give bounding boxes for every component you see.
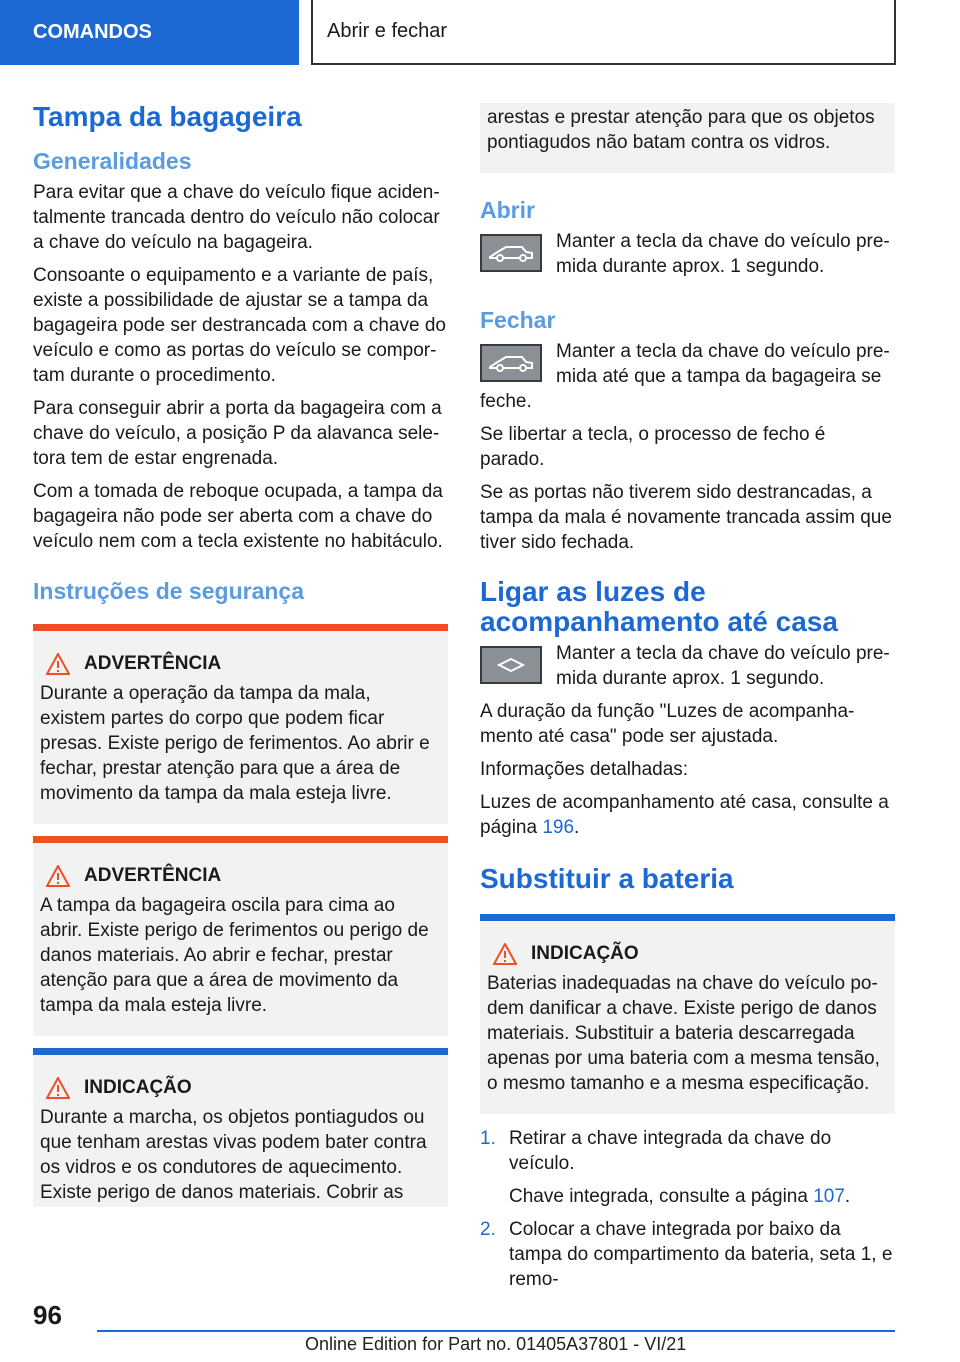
- page-link-107[interactable]: 107: [813, 1186, 845, 1207]
- step-subtext: Chave integrada, consulte a página 107.: [509, 1186, 851, 1207]
- paragraph: Se as portas não tiverem sido destrancadas, a tampa da mala é novamente trancada assim que tiver sido fechada.: [480, 482, 892, 553]
- notice-box: [480, 914, 895, 1114]
- section-title-lights: Ligar as luzes de acompanhamento até casa: [480, 576, 838, 637]
- chapter-label: Abrir e fechar: [327, 20, 448, 42]
- paragraph: Consoante o equipamento e a variante de país, existe a possibilidade de ajustar se a tampa da bagageira pode ser destrancada com a chave do veículo e como as portas do veículo se compor‐tam durante o procedimento.: [33, 265, 446, 386]
- heading-general: Generalidades: [33, 148, 192, 174]
- warning-title: ADVERTÊNCIA: [40, 865, 441, 887]
- footer-divider: [97, 1330, 895, 1332]
- trunk-key-button-icon: [480, 344, 542, 382]
- notice-text: Durante a marcha, os objetos pontiagudos ou que tenham arestas vivas podem bater contra os vidros e os condutores de aquecimento. Existe perigo de danos materiais. Cobrir as: [40, 1107, 427, 1203]
- lights-instruction: Manter a tecla da chave do veículo pre‐mida durante aprox. 1 segundo.: [556, 643, 890, 689]
- trunk-key-button-icon: [480, 234, 542, 272]
- list-item: [480, 1126, 895, 1209]
- paragraph: Informações detalhadas:: [480, 759, 689, 780]
- notice-text: arestas e prestar atenção para que os objetos pontiagudos não batam contra os vidros.: [487, 107, 875, 153]
- paragraph: Se libertar a tecla, o processo de fecho é parado.: [480, 424, 826, 470]
- warning-triangle-icon: [46, 865, 70, 887]
- notice-title: INDICAÇÃO: [487, 943, 888, 965]
- warning-box: [33, 624, 448, 824]
- step-text: Retirar a chave integrada da chave do veículo.: [509, 1128, 832, 1174]
- right-column: [480, 103, 895, 1300]
- warning-text: Durante a operação da tampa da mala, existem partes do corpo que podem ficar presas. Existe perigo de ferimentos. Ao abrir e fechar, prestar atenção para que a área de movimento da tampa da mala esteja livre.: [40, 683, 430, 804]
- warning-box: [33, 836, 448, 1036]
- paragraph: Para conseguir abrir a porta da bagageira com a chave do veículo, a posição P da alavanca sele‐tora tem de estar engrenada.: [33, 398, 442, 469]
- steps-list: [480, 1126, 895, 1292]
- warning-triangle-icon: [493, 943, 517, 965]
- key-instruction: [480, 229, 895, 279]
- paragraph: A duração da função "Luzes de acompanha‐mento até casa" pode ser ajustada.: [480, 701, 855, 747]
- step-text: Colocar a chave integrada por baixo da tampa do compartimento da bateria, seta 1, e remo‐: [509, 1219, 893, 1290]
- warning-title: ADVERTÊNCIA: [40, 653, 441, 675]
- page-number: 96: [33, 1300, 62, 1330]
- paragraph: Luzes de acompanhamento até casa, consulte a página 196.: [480, 792, 889, 838]
- key-instruction: [480, 339, 895, 389]
- warning-triangle-icon: [46, 1077, 70, 1099]
- left-column: [33, 100, 448, 1219]
- paragraph: Para evitar que a chave do veículo fique aciden‐talmente trancada dentro do veículo não colocar a chave do veículo na bagageira.: [33, 182, 440, 253]
- notice-text: Baterias inadequadas na chave do veículo po‐dem danificar a chave. Existe perigo de danos materiais. Substituir a bateria descarregada apenas por uma bateria com a mesma tensão, o mesmo tamanho e a mesma especificação.: [487, 973, 880, 1094]
- list-item: [480, 1217, 895, 1292]
- step-number: 2.: [480, 1219, 496, 1240]
- close-instruction: Manter a tecla da chave do veículo pre‐mida até que a tampa da bagageira se: [556, 341, 890, 387]
- notice-box: [33, 1048, 448, 1207]
- chapter-tab: [311, 0, 896, 65]
- section-label: COMANDOS: [33, 21, 152, 43]
- section-title-trunk-lid: Tampa da bagageira: [33, 101, 302, 132]
- heading-safety: Instruções de segurança: [33, 578, 304, 604]
- key-instruction: [480, 641, 895, 691]
- heading-open: Abrir: [480, 197, 535, 223]
- section-tab: [0, 0, 299, 65]
- heading-close: Fechar: [480, 307, 556, 333]
- lights-key-button-icon: [480, 646, 542, 684]
- step-number: 1.: [480, 1128, 496, 1149]
- open-instruction: Manter a tecla da chave do veículo pre‐mida durante aprox. 1 segundo.: [556, 231, 890, 277]
- page-link-196[interactable]: 196: [542, 817, 575, 838]
- paragraph: Com a tomada de reboque ocupada, a tampa da bagageira não pode ser aberta com a chave do veículo nem com a tecla existente no habitáculo.: [33, 481, 443, 552]
- warning-triangle-icon: [46, 653, 70, 675]
- section-title-battery: Substituir a bateria: [480, 863, 734, 894]
- close-instruction-cont: feche.: [480, 391, 532, 412]
- notice-title: INDICAÇÃO: [40, 1077, 441, 1099]
- notice-box-continued: [480, 103, 895, 173]
- footer-edition: Online Edition for Part no. 01405A37801 - VI/21: [305, 1334, 687, 1354]
- warning-text: A tampa da bagageira oscila para cima ao abrir. Existe perigo de ferimentos ou perigo de danos materiais. Ao abrir e fechar, prestar atenção para que a área de movimento da tampa da mala esteja livre.: [40, 895, 429, 1016]
